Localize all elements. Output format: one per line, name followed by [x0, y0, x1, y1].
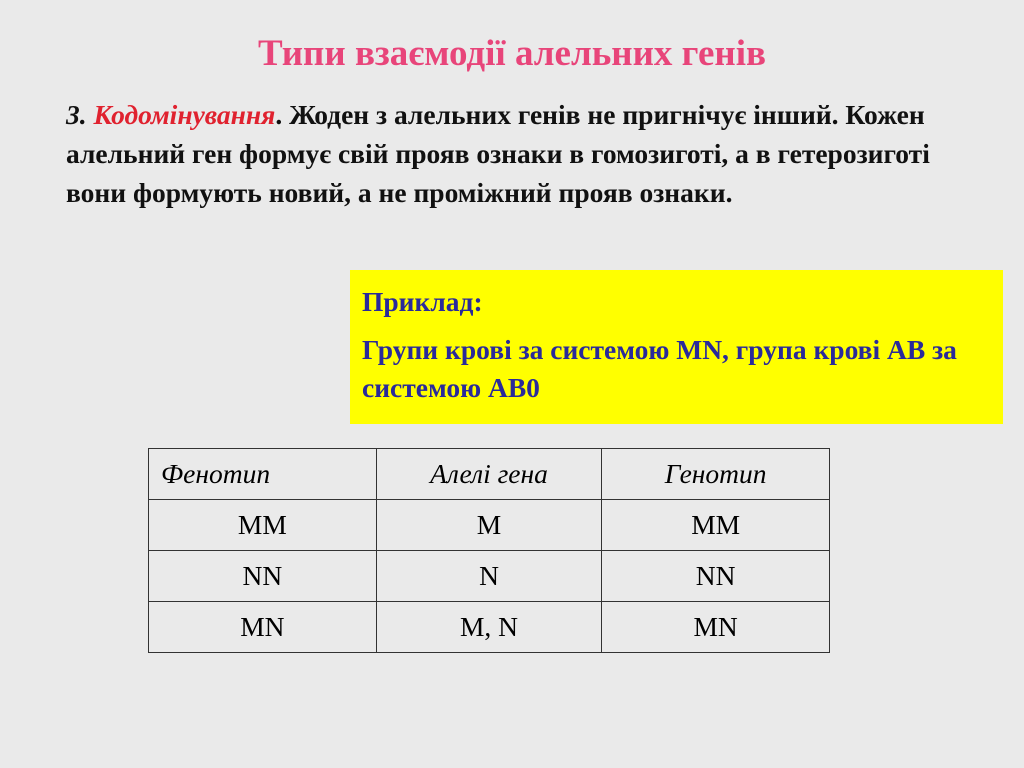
header-alleles: Алелі гена	[376, 449, 602, 500]
description-text: . Жоден з алельних генів не пригнічує інший. Кожен алельний ген формує свій прояв ознаки в гомозиготі, а в гетерозиготі вони формують новий, а не проміжний прояв ознаки.	[66, 99, 930, 208]
table-row	[149, 500, 830, 551]
example-label: Приклад:	[362, 286, 483, 317]
cell-genotype: ММ	[602, 500, 830, 551]
slide-title: Типи взаємодії алельних генів	[257, 33, 766, 74]
cell-alleles: M, N	[376, 602, 602, 653]
cell-genotype: NN	[602, 551, 830, 602]
header-phenotype: Фенотип	[149, 449, 377, 500]
example-box	[350, 270, 1003, 424]
cell-phenotype: MN	[149, 602, 377, 653]
example-text: Групи крові за системою MN, група крові АВ за системою АВ0	[362, 334, 957, 403]
term-codominance: Кодомінування	[93, 99, 276, 130]
table-row	[149, 602, 830, 653]
cell-alleles: N	[376, 551, 602, 602]
cell-phenotype: ММ	[149, 500, 377, 551]
cell-alleles: М	[376, 500, 602, 551]
codominance-description	[66, 95, 966, 212]
header-genotype: Генотип	[602, 449, 830, 500]
cell-phenotype: NN	[149, 551, 377, 602]
cell-genotype: MN	[602, 602, 830, 653]
table-row	[149, 551, 830, 602]
genotype-table	[148, 448, 830, 653]
item-number: 3.	[66, 99, 87, 130]
table-header-row	[149, 449, 830, 500]
